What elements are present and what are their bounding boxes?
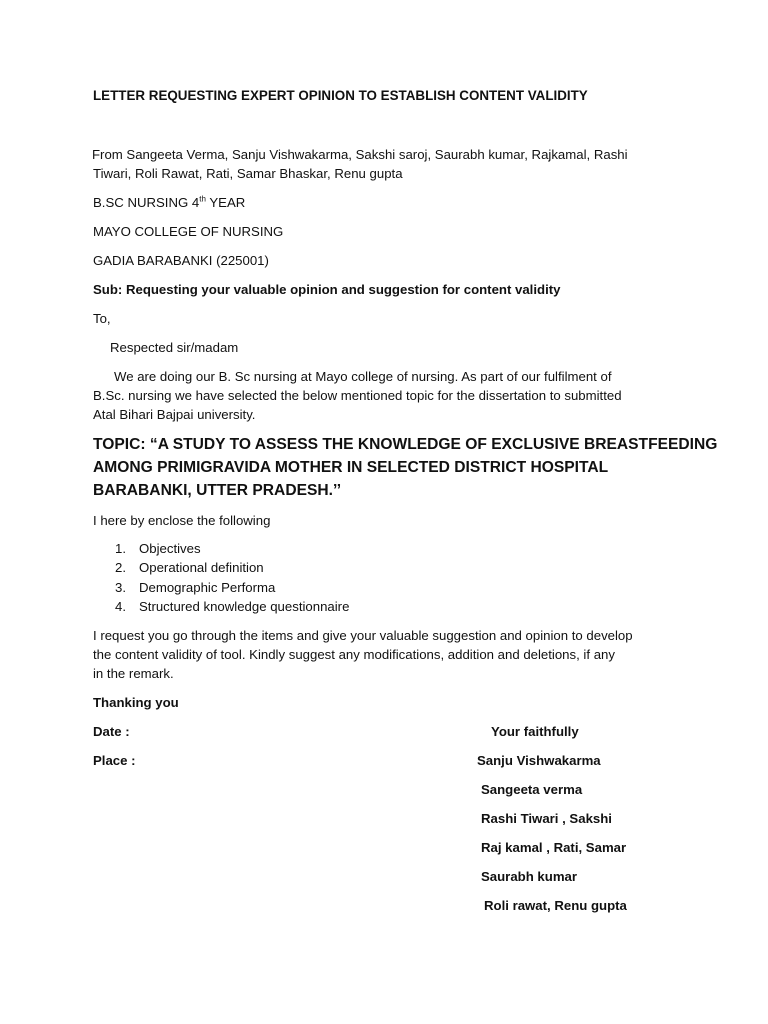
enclose-intro: I here by enclose the following xyxy=(93,513,271,528)
letter-title: LETTER REQUESTING EXPERT OPINION TO ESTABLISH CONTENT VALIDITY xyxy=(93,88,588,103)
request-line-2: the content validity of tool. Kindly suggest any modifications, addition and deletions, if any xyxy=(93,647,615,662)
place-label: Place : xyxy=(93,753,136,768)
subject-line: Sub: Requesting your valuable opinion and suggestion for content validity xyxy=(93,282,561,297)
list-item: 1. Objectives xyxy=(115,541,201,556)
college-name: MAYO COLLEGE OF NURSING xyxy=(93,224,284,239)
to-line: To, xyxy=(93,311,111,326)
topic-line-3: BARABANKI, UTTER PRADESH.’’ xyxy=(93,482,342,499)
signatory: Saurabh kumar xyxy=(481,869,578,884)
list-item: 4. Structured knowledge questionnaire xyxy=(115,599,350,615)
list-item: 2. Operational definition xyxy=(115,560,264,576)
salutation: Respected sir/madam xyxy=(110,340,239,355)
date-label: Date : xyxy=(93,724,130,739)
signatory: Sanju Vishwakarma xyxy=(477,753,601,768)
from-line-1: From Sangeeta Verma, Sanju Vishwakarma, Sakshi saroj, Saurabh kumar, Rajkamal, Rashi xyxy=(92,147,628,162)
body-line-2: B.Sc. nursing we have selected the below mentioned topic for the dissertation to submitted xyxy=(93,388,622,403)
thanks-line: Thanking you xyxy=(93,695,179,710)
enclosure-list xyxy=(93,539,349,617)
course-line xyxy=(93,193,245,213)
from-line-2: Tiwari, Roli Rawat, Rati, Samar Bhaskar, Renu gupta xyxy=(93,166,403,181)
signoff: Your faithfully xyxy=(491,724,579,739)
signatory: Roli rawat, Renu gupta xyxy=(484,898,627,913)
topic-line-2: AMONG PRIMIGRAVIDA MOTHER IN SELECTED DISTRICT HOSPITAL xyxy=(93,459,609,476)
topic-line-1: TOPIC: “A STUDY TO ASSESS THE KNOWLEDGE OF EXCLUSIVE BREASTFEEDING xyxy=(93,436,718,453)
request-line-3: in the remark. xyxy=(93,666,174,681)
college-address: GADIA BARABANKI (225001) xyxy=(93,253,269,268)
body-line-1: We are doing our B. Sc nursing at Mayo college of nursing. As part of our fulfilment of xyxy=(114,369,612,384)
course-prefix: B.SC NURSING 4 xyxy=(93,195,200,210)
signatory: Rashi Tiwari , Sakshi xyxy=(481,811,612,826)
body-line-3: Atal Bihari Bajpai university. xyxy=(93,407,256,422)
signatory: Raj kamal , Rati, Samar xyxy=(481,840,627,855)
request-line-1: I request you go through the items and give your valuable suggestion and opinion to develop xyxy=(93,628,633,643)
course-suffix: YEAR xyxy=(205,195,246,210)
signatory: Sangeeta verma xyxy=(481,782,583,797)
course-sup: th xyxy=(199,194,206,204)
list-item: 3. Demographic Performa xyxy=(115,579,276,595)
